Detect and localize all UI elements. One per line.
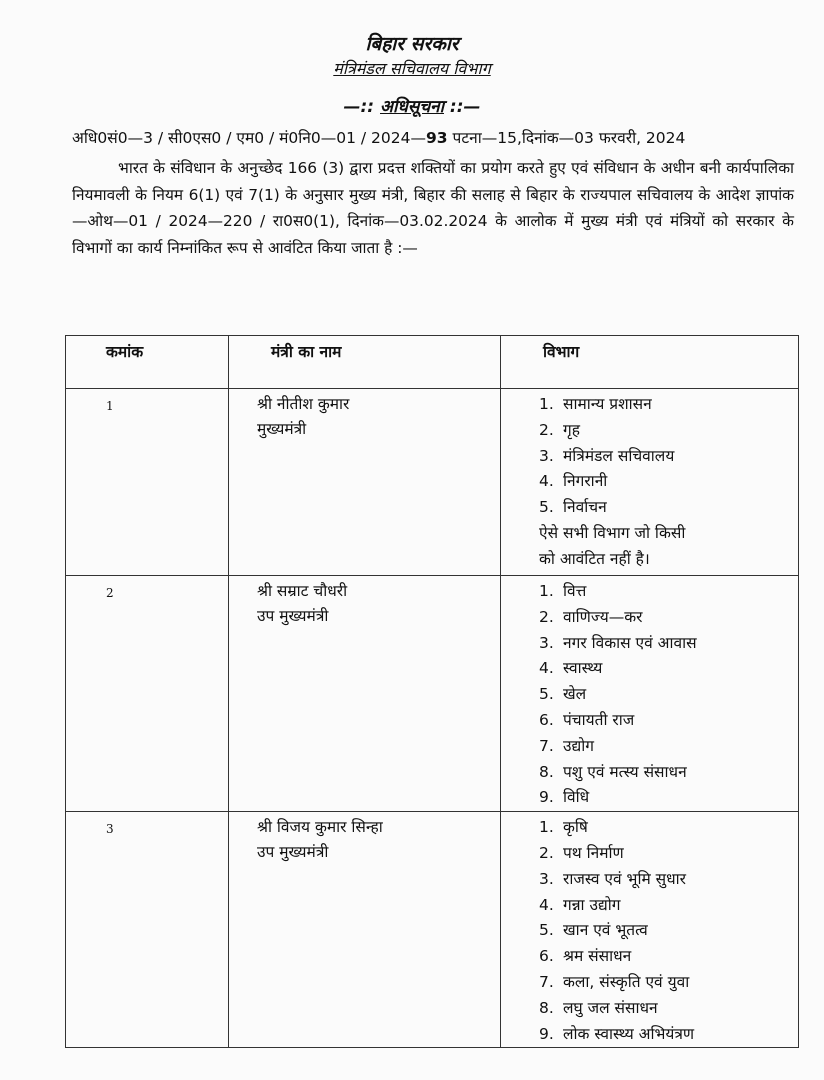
department-item: 4. स्वास्थ्य [539, 659, 603, 678]
minister-designation: मुख्यमंत्री [257, 420, 307, 438]
department-item: 3. राजस्व एवं भूमि सुधार [539, 869, 687, 888]
department-item: 4. निगरानी [539, 472, 608, 491]
department-item: 1. सामान्य प्रशासन [539, 395, 652, 413]
department-item: 3. मंत्रिमंडल सचिवालय [539, 446, 675, 465]
department-item: 2. पथ निर्माण [539, 843, 624, 862]
department-item: 1. कृषि [539, 818, 588, 837]
department-item: 7. कला, संस्कृति एवं युवा [539, 972, 690, 991]
notice-heading [0, 94, 824, 117]
department-item: 1. वित्त [539, 582, 587, 600]
department-item: 7. उद्योग [539, 736, 595, 755]
notice-prefix: —:: [343, 97, 380, 117]
minister-cell [229, 576, 501, 812]
header-minister: मंत्री का नाम [229, 336, 501, 389]
department-item: 6. श्रम संसाधन [539, 947, 632, 966]
departments-cell [501, 576, 799, 812]
table-row [66, 812, 799, 1048]
row-serial: 2 [66, 576, 229, 812]
department-item: 5. खेल [539, 685, 587, 704]
department-note-line1: ऐसे सभी विभाग जो किसी [539, 523, 686, 542]
table-header-row [66, 336, 799, 389]
table-row [66, 576, 799, 812]
department-item: 8. पशु एवं मत्स्य संसाधन [539, 762, 687, 781]
departments-cell [501, 812, 799, 1048]
department-item: 9. विधि [539, 788, 590, 807]
notice-title: अधिसूचना [380, 97, 444, 117]
department-item: 8. लघु जल संसाधन [539, 998, 658, 1017]
row-serial: 3 [66, 812, 229, 1048]
minister-cell [229, 389, 501, 576]
reference-line [72, 126, 685, 148]
department-item: 3. नगर विकास एवं आवास [539, 633, 697, 652]
department-name: मंत्रिमंडल सचिवालय विभाग [333, 59, 491, 78]
allocation-table [65, 335, 799, 1048]
header-serial: कमांक [66, 336, 229, 389]
minister-name: श्री सम्राट चौधरी [257, 582, 348, 600]
department-item: 2. गृह [539, 420, 580, 439]
department-note-line2: को आवंटित नहीं है। [539, 549, 650, 568]
minister-cell [229, 812, 501, 1048]
reference-suffix: पटना—15,दिनांक—03 फरवरी, 2024 [447, 129, 686, 147]
department-item: 4. गन्ना उद्योग [539, 895, 621, 914]
departments-cell [501, 389, 799, 576]
minister-name: श्री नीतीश कुमार [257, 395, 350, 413]
minister-designation: उप मुख्यमंत्री [257, 843, 329, 862]
department-item: 9. लोक स्वास्थ्य अभियंत्रण [539, 1024, 695, 1043]
department-title [0, 57, 824, 79]
notice-suffix: ::— [443, 97, 481, 117]
minister-name: श्री विजय कुमार सिन्हा [257, 818, 383, 837]
minister-designation: उप मुख्यमंत्री [257, 607, 329, 625]
header-departments: विभाग [501, 336, 799, 389]
reference-number: 93 [426, 129, 448, 147]
department-item: 6. पंचायती राज [539, 710, 635, 729]
department-item: 5. निर्वाचन [539, 498, 607, 517]
organization-title: बिहार सरकार [365, 33, 459, 55]
department-item: 2. वाणिज्य—कर [539, 607, 643, 626]
body-paragraph: भारत के संविधान के अनुच्छेद 166 (3) द्वारा प्रदत्त शक्तियों का प्रयोग करते हुए एवं संविधान के अधीन बनी कार्यपालिका नियमावली के नियम 6(1) एवं 7(1) के अनुसार मुख्य मंत्री, बिहार की सलाह से बिहार के राज्यपाल सचिवालय के आदेश ज्ञापांक—ओथ—01 / 2024—220 / रा0स0(1), दिनांक—03.02.2024 के आलोक में मुख्य मंत्री एवं मंत्रियों को सरकार के विभागों का कार्य निम्नांकित रूप से आवंटित किया जाता है :— [72, 159, 794, 257]
department-item: 5. खान एवं भूतत्व [539, 921, 648, 940]
reference-prefix: अधि0सं0—3 / सी0एस0 / एम0 / मं0नि0—01 / 2024— [72, 129, 427, 147]
table-row [66, 389, 799, 576]
row-serial: 1 [66, 389, 229, 576]
